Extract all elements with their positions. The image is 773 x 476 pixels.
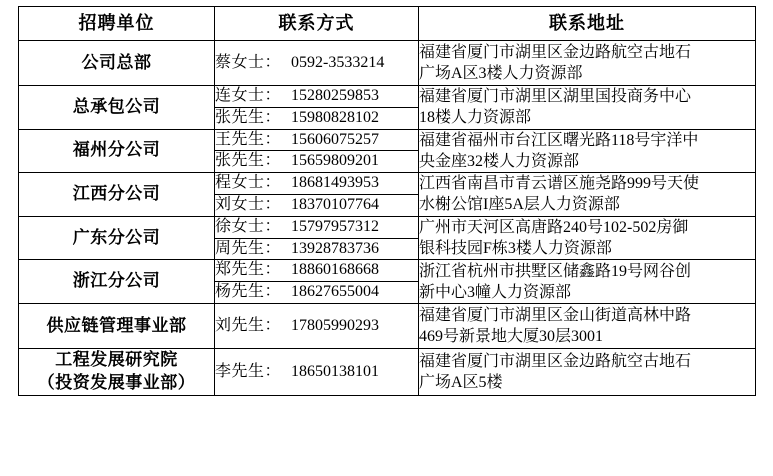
contact-name: 李先生： — [215, 362, 282, 380]
cell-address — [419, 303, 756, 348]
cell-address — [419, 216, 756, 260]
cell-contact — [215, 86, 419, 108]
cell-contact — [215, 129, 419, 151]
table-body — [19, 41, 756, 396]
cell-address — [419, 348, 756, 395]
table-row — [19, 86, 756, 108]
table-header — [19, 7, 756, 41]
contact-name: 张先生： — [215, 152, 282, 170]
cell-address — [419, 41, 756, 86]
contact-phone: 18627655004 — [291, 283, 380, 301]
unit-name-line: 工程发展研究院 — [55, 349, 178, 369]
contact-name: 连女士： — [215, 87, 282, 104]
cell-contact — [215, 173, 419, 195]
contact-name: 王先生： — [215, 130, 282, 148]
contact-phone: 0592-3533214 — [291, 53, 385, 71]
contact-phone: 18650138101 — [291, 362, 380, 380]
cell-contact — [215, 348, 419, 395]
address-line: 469号新景地大厦30层3001 — [419, 327, 604, 345]
column-header-address: 联系地址 — [419, 7, 756, 41]
table-row — [19, 348, 756, 395]
table-row — [19, 303, 756, 348]
cell-address — [419, 173, 756, 217]
cell-contact — [215, 194, 419, 216]
cell-unit: 浙江分公司 — [19, 260, 215, 304]
cell-contact — [215, 151, 419, 173]
cell-contact — [215, 303, 419, 348]
address-line: 福建省厦门市湖里区金边路航空古地石 — [419, 43, 692, 61]
address-line: 新中心3幢人力资源部 — [419, 283, 572, 301]
cell-unit: 福州分公司 — [19, 129, 215, 173]
address-line: 央金座32楼人力资源部 — [419, 152, 580, 170]
contact-phone: 15606075257 — [291, 130, 380, 148]
contact-name: 杨先生： — [215, 283, 282, 301]
address-line: 江西省南昌市青云谱区施尧路999号天使 — [419, 175, 700, 193]
address-line: 福建省福州市台江区曙光路118号宇洋中 — [419, 131, 699, 149]
contact-phone: 18370107764 — [291, 195, 380, 213]
contact-name: 刘女士： — [215, 195, 282, 213]
cell-address — [419, 129, 756, 173]
cell-address — [419, 260, 756, 304]
cell-unit: 供应链管理事业部 — [19, 303, 215, 348]
cell-contact — [215, 41, 419, 86]
column-header-contact: 联系方式 — [215, 7, 419, 41]
cell-unit: 广东分公司 — [19, 216, 215, 260]
contact-phone: 17805990293 — [291, 316, 380, 334]
cell-contact — [215, 216, 419, 238]
table-row — [19, 173, 756, 195]
address-line: 18楼人力资源部 — [419, 109, 532, 127]
unit-name-subline: （投资发展事业部） — [37, 372, 196, 392]
cell-contact — [215, 260, 419, 282]
cell-address — [419, 86, 756, 130]
cell-contact — [215, 107, 419, 129]
address-line: 广场A区3楼人力资源部 — [419, 65, 583, 82]
table-row — [19, 216, 756, 238]
contact-name: 周先生： — [215, 239, 282, 257]
contact-phone: 13928783736 — [291, 239, 380, 257]
contact-name: 张先生： — [215, 108, 282, 126]
contact-phone: 15280259853 — [291, 87, 380, 104]
address-line: 福建省厦门市湖里区金山街道高林中路 — [419, 306, 692, 324]
address-line: 广州市天河区高唐路240号102-502房御 — [419, 218, 689, 236]
contact-phone: 18860168668 — [291, 261, 380, 279]
cell-unit: 总承包公司 — [19, 86, 215, 130]
contact-phone: 15797957312 — [291, 217, 380, 235]
cell-unit — [19, 348, 215, 395]
address-line: 福建省厦门市湖里区金边路航空古地石 — [419, 352, 692, 370]
recruitment-contact-table — [18, 6, 756, 396]
contact-phone: 18681493953 — [291, 174, 380, 192]
table-row — [19, 129, 756, 151]
table-row — [19, 41, 756, 86]
contact-name: 徐女士： — [215, 217, 282, 235]
contact-phone: 15980828102 — [291, 108, 380, 126]
address-line: 银科技园F栋3楼人力资源部 — [419, 240, 612, 258]
address-line: 广场A区5楼 — [419, 373, 503, 391]
contact-phone: 15659809201 — [291, 152, 380, 170]
cell-contact — [215, 238, 419, 260]
table-header-row — [19, 7, 756, 41]
table-row — [19, 260, 756, 282]
column-header-unit: 招聘单位 — [19, 7, 215, 41]
contact-name: 蔡女士： — [215, 53, 282, 71]
contact-name: 程女士： — [215, 174, 282, 192]
cell-unit: 公司总部 — [19, 41, 215, 86]
address-line: 福建省厦门市湖里区湖里国投商务中心 — [419, 88, 692, 106]
contact-name: 郑先生： — [215, 261, 282, 279]
address-line: 水榭公馆I座5A层人力资源部 — [419, 196, 620, 214]
cell-contact — [215, 282, 419, 304]
address-line: 浙江省杭州市拱墅区储鑫路19号网谷创 — [419, 262, 692, 280]
cell-unit: 江西分公司 — [19, 173, 215, 217]
contact-name: 刘先生： — [215, 316, 282, 334]
